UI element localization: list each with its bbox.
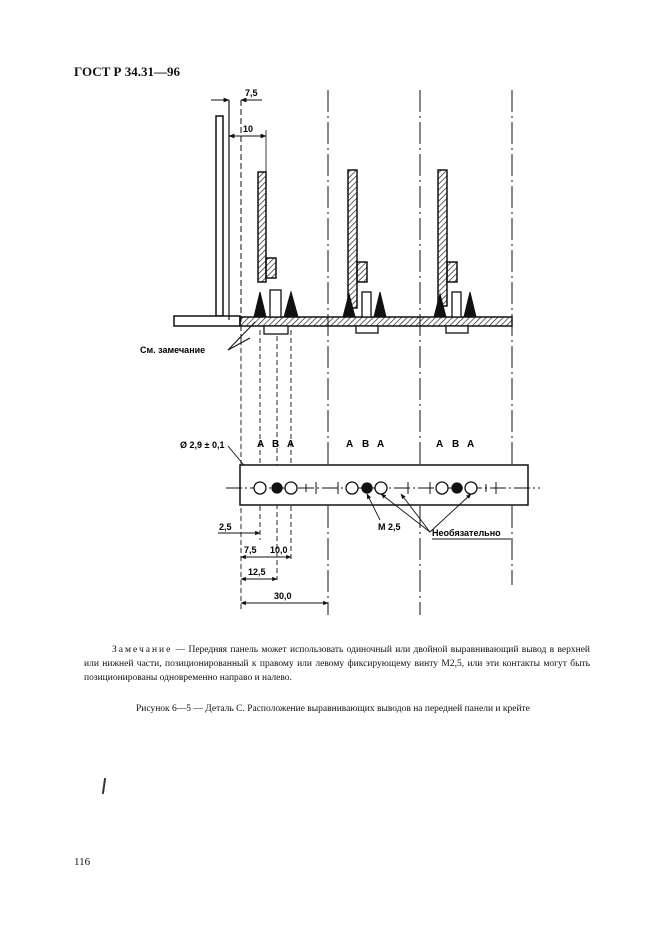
contact-labels (257, 439, 474, 450)
label-g2-b: В (362, 439, 370, 450)
label-g1-a2: А (287, 439, 295, 450)
dim-7-5: 7,5 (244, 545, 257, 555)
dim-12-5: 12,5 (248, 567, 266, 577)
dim-2-5: 2,5 (219, 522, 232, 532)
dim-7-5-top: 7,5 (245, 88, 258, 98)
scan-artifact (102, 778, 106, 794)
dim-10-top: 10 (243, 124, 254, 134)
strip-holes (254, 482, 477, 494)
label-g3-a1: А (436, 439, 444, 450)
page-number: 116 (74, 856, 91, 868)
hole-diameter-label: Ø 2,9 ± 0,1 (180, 440, 225, 450)
dim-30-0: 30,0 (274, 591, 292, 601)
optional-label: Необязательно (432, 528, 501, 538)
label-g1-b: В (272, 439, 280, 450)
label-g2-a2: А (377, 439, 385, 450)
figure-caption: Рисунок 6—5 — Деталь С. Расположение выравнивающих выводов на передней панели и крейте (136, 704, 530, 714)
label-g2-a1: А (346, 439, 354, 450)
m2-5-label: М 2,5 (378, 522, 401, 532)
label-g1-a1: А (257, 439, 265, 450)
note-text: — Передняя панель может использовать одиночный или двойной выравнивающий вывод в верхней или нижней части, позиционированный к правому или левому фиксирующему винту М2,5, или эти контакты могут быть позиционированы одновременно направо и налево. (84, 645, 590, 683)
label-g3-a2: А (467, 439, 475, 450)
figure-note (84, 643, 590, 685)
note-label: Замечание (112, 645, 173, 655)
standard-header: ГОСТ Р 34.31—96 (74, 64, 180, 79)
label-g3-b: В (452, 439, 460, 450)
front-rail (240, 317, 512, 326)
front-panels (258, 170, 457, 308)
see-note-label: См. замечание (140, 345, 206, 355)
dim-10-0: 10,0 (270, 545, 288, 555)
